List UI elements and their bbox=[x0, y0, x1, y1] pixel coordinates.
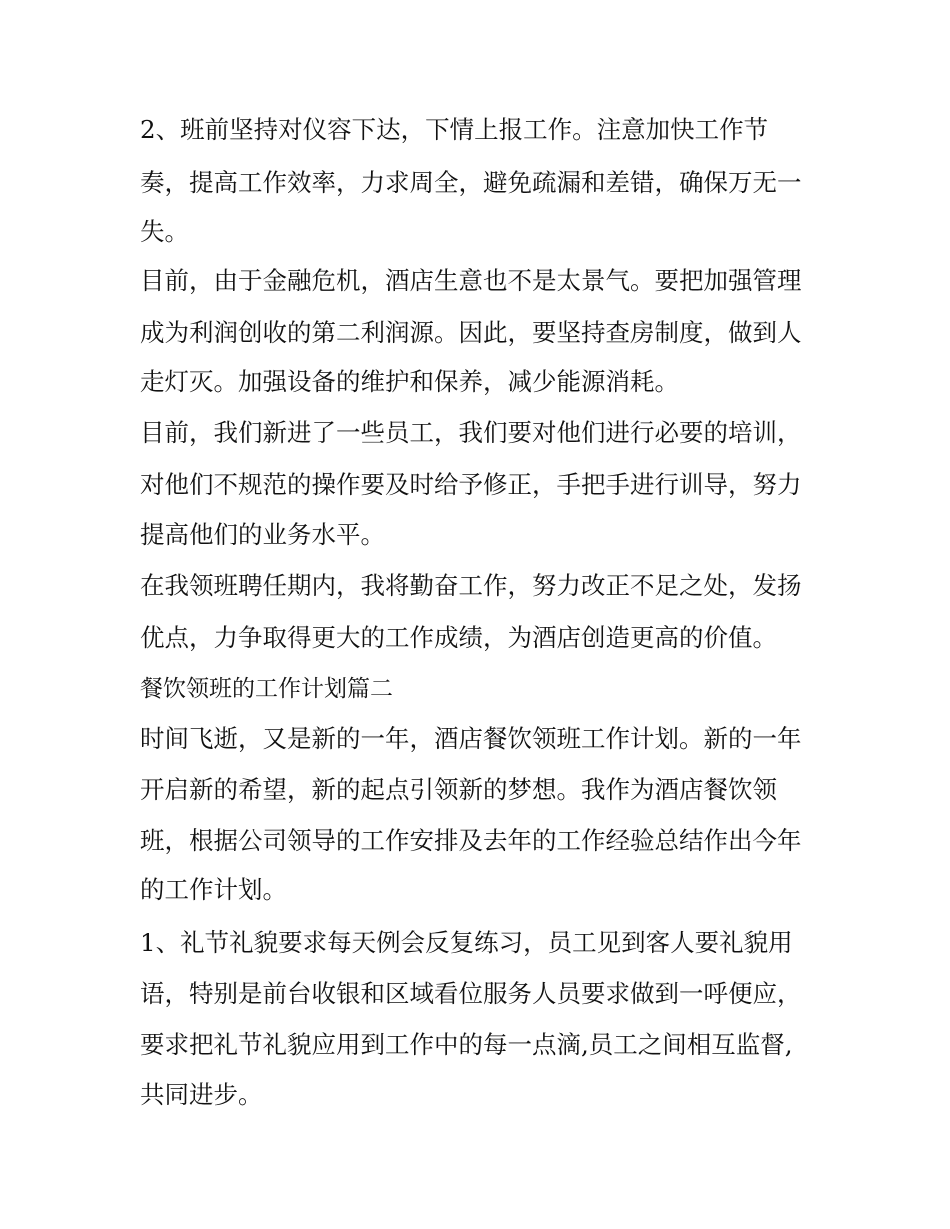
text-line: 班，根据公司领导的工作安排及去年的工作经验总结作出今年 bbox=[140, 826, 802, 855]
text-line: 语，特别是前台收银和区域看位服务人员要求做到一呼便应， bbox=[140, 979, 802, 1008]
text-line: 的工作计划。 bbox=[140, 875, 287, 904]
text-line: 要求把礼节礼貌应用到工作中的每一点滴,员工之间相互监督, bbox=[140, 1030, 793, 1059]
section-heading: 餐饮领班的工作计划篇二 bbox=[140, 676, 393, 702]
text-line: 1、礼节礼貌要求每天例会反复练习，员工见到客人要礼貌用 bbox=[140, 928, 793, 957]
text-line: 在我领班聘任期内，我将勤奋工作，努力改正不足之处，发扬 bbox=[140, 571, 802, 600]
text-line: 失。 bbox=[140, 217, 189, 246]
text-line: 2、班前坚持对仪容下达，下情上报工作。注意加快工作节 bbox=[140, 115, 769, 144]
text-line: 优点，力争取得更大的工作成绩，为酒店创造更高的价值。 bbox=[140, 623, 777, 652]
text-line: 时间飞逝，又是新的一年，酒店餐饮领班工作计划。新的一年 bbox=[140, 724, 802, 753]
text-line: 目前，我们新进了一些员工，我们要对他们进行必要的培训， bbox=[140, 418, 802, 447]
text-line: 目前，由于金融危机，酒店生意也不是太景气。要把加强管理 bbox=[140, 266, 802, 295]
text-line: 开启新的希望，新的起点引领新的梦想。我作为酒店餐饮领 bbox=[140, 775, 777, 804]
text-line: 共同进步。 bbox=[140, 1080, 263, 1109]
text-line: 提高他们的业务水平。 bbox=[140, 520, 385, 549]
text-line: 对他们不规范的操作要及时给予修正，手把手进行训导，努力 bbox=[140, 470, 802, 499]
text-line: 成为利润创收的第二利润源。因此，要坚持查房制度，做到人 bbox=[140, 318, 802, 347]
text-line: 走灯灭。加强设备的维护和保养，减少能源消耗。 bbox=[140, 367, 679, 396]
text-line: 奏，提高工作效率，力求周全，避免疏漏和差错，确保万无一 bbox=[140, 168, 802, 197]
